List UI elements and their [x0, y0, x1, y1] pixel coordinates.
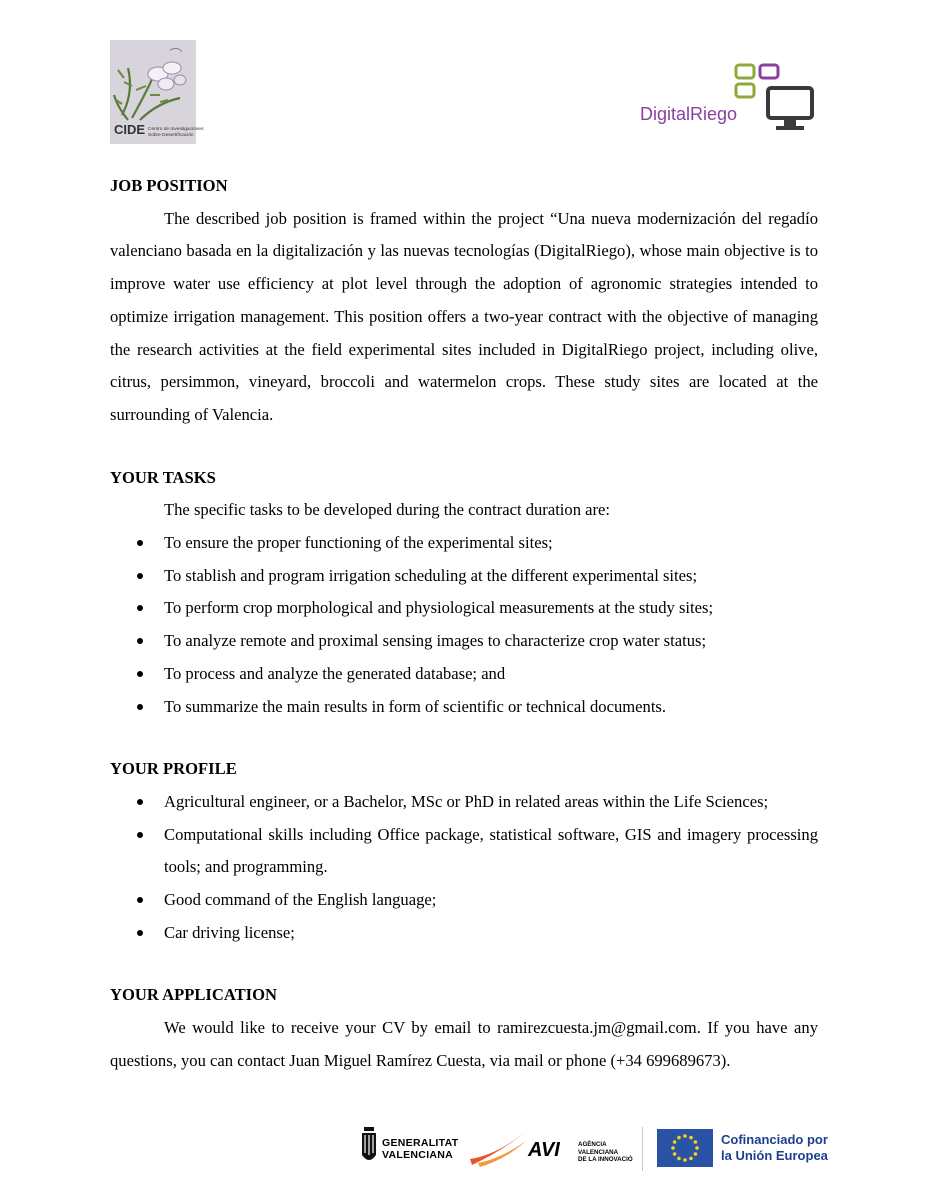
your-tasks-intro: The specific tasks to be developed during the contract duration are:: [164, 500, 611, 520]
generalitat-valenciana-logo: [360, 1125, 460, 1173]
list-item: Computational skills including Office package, statistical software, GIS and imagery processing tools; and programming.: [110, 819, 818, 884]
list-item: To analyze remote and proximal sensing images to characterize crop water status;: [110, 625, 818, 658]
list-item: Car driving license;: [110, 917, 818, 950]
digitalriego-logo-icon: [640, 60, 820, 140]
list-item: To process and analyze the generated database; and: [110, 658, 818, 691]
footer-logos: [360, 1125, 830, 1175]
eu-stars-icon: [657, 1129, 713, 1167]
list-item: Good command of the English language;: [110, 884, 818, 917]
gva-text: GENERALITAT VALENCIANA: [382, 1137, 459, 1161]
svg-text:Sobre Desertificación: Sobre Desertificación: [148, 133, 194, 138]
list-item: To summarize the main results in form of scientific or technical documents.: [110, 691, 818, 724]
eu-cofinanced-text: Cofinanciado por la Unión Europea: [721, 1132, 828, 1163]
eu-flag: [657, 1129, 713, 1167]
cide-flower-icon: [110, 40, 204, 144]
job-position-text: The described job position is framed within the project “Una nueva modernización del regadío valenciano basada en la digitalización y las nuevas tecnologías (DigitalRiego), whose main objective is to improve water use efficiency at plot level through the adoption of agronomic strategies intended to optimize irrigation management. This position offers a two-year contract with the objective of managing the research activities at the field experimental sites included in DigitalRiego project, including olive, citrus, persimmon, vineyard, broccoli and watermelon crops. These study sites are located at the surrounding of Valencia.: [110, 208, 818, 424]
cide-logo: [110, 40, 204, 144]
document-body: [110, 170, 818, 1078]
avi-subtitle: AGÈNCIA VALENCIANA DE LA INNOVACIÓ: [578, 1141, 633, 1163]
your-application-heading: YOUR APPLICATION: [110, 985, 278, 1005]
avi-logo: [468, 1125, 640, 1173]
list-item: To stablish and program irrigation scheduling at the different experimental sites;: [110, 560, 818, 593]
your-profile-heading: YOUR PROFILE: [110, 759, 237, 779]
footer-divider: [642, 1127, 643, 1171]
tasks-list: [110, 527, 818, 723]
list-item: To ensure the proper functioning of the experimental sites;: [110, 527, 818, 560]
coat-of-arms-icon: [360, 1125, 378, 1169]
digitalriego-logo: [640, 60, 820, 140]
avi-word: AVI: [528, 1139, 560, 1161]
job-position-heading: JOB POSITION: [110, 176, 228, 195]
avi-swoosh-icon: [468, 1129, 528, 1169]
list-item: To perform crop morphological and physiological measurements at the study sites;: [110, 592, 818, 625]
svg-text:DigitalRiego: DigitalRiego: [640, 104, 738, 124]
svg-text:CIDE: CIDE: [114, 122, 146, 137]
your-application-text: We would like to receive your CV by email to ramirezcuesta.jm@gmail.com. If you have any questions, you can contact Juan Miguel Ramírez Cuesta, via mail or phone (+34 699689673).: [110, 1018, 818, 1070]
profile-list: [110, 786, 818, 950]
your-tasks-heading: YOUR TASKS: [110, 467, 216, 487]
list-item: Agricultural engineer, or a Bachelor, MSc or PhD in related areas within the Life Sciences;: [110, 786, 818, 819]
svg-text:Centro de Investigaciones: Centro de Investigaciones: [148, 127, 204, 132]
